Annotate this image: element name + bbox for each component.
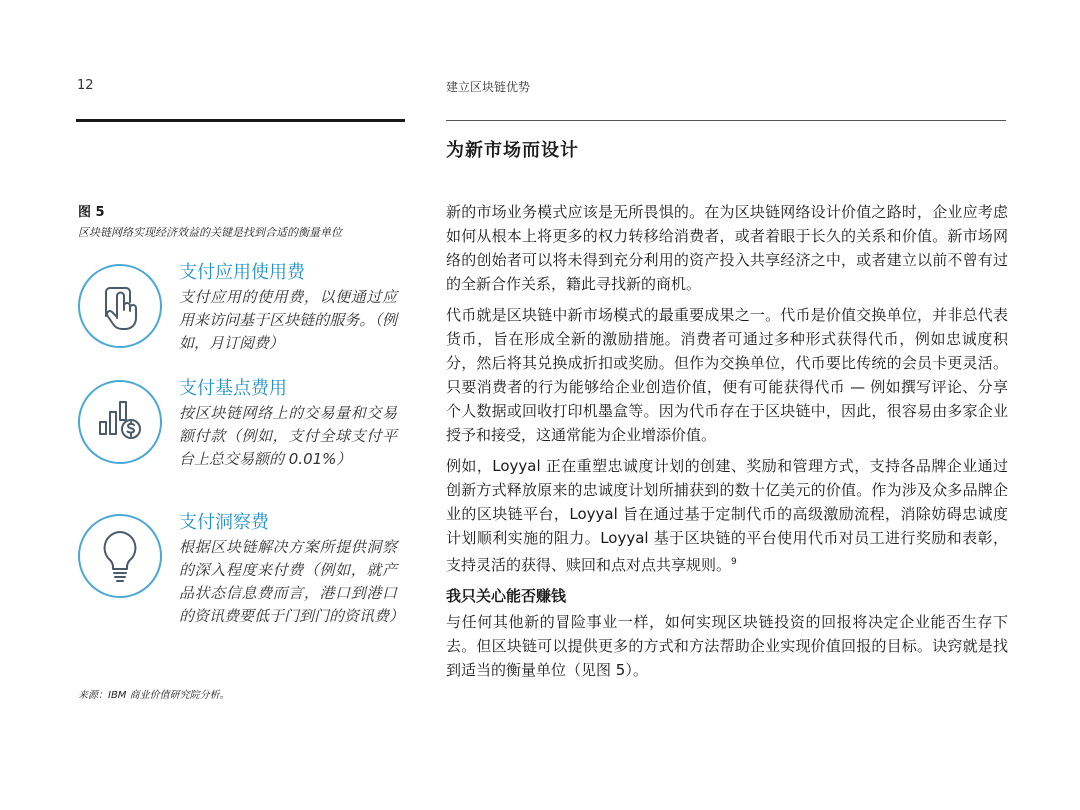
paragraph: 新的市场业务模式应该是无所畏惧的。在为区块链网络设计价值之路时，企业应考虑如何从根本上将更多的权力转移给消费者，或者着眼于长久的关系和价值。新市场网络的创始者可以将未得到充分利用的资产投入共享经济之中，或者建立以前不曾有过的全新合作关系，籍此寻找新的商机。 xyxy=(446,203,1008,293)
lightbulb-icon xyxy=(78,514,162,598)
figure-caption: 区块链网络实现经济效益的关键是找到合适的衡量单位 xyxy=(78,226,342,239)
right-header-rule xyxy=(446,120,1006,121)
item-title: 支付基点费用 xyxy=(179,378,287,399)
item-description: 支付应用的使用费，以便通过应用来访问基于区块链的服务。（例如，月订阅费） xyxy=(179,288,397,352)
page-number: 12 xyxy=(77,78,94,93)
item-title: 支付洞察费 xyxy=(179,512,269,533)
paragraph xyxy=(446,454,1008,577)
running-head: 建立区块链优势 xyxy=(446,80,531,94)
item-description: 按区块链网络上的交易量和交易额付款（例如，支付全球支付平台上总交易额的 0.01%） xyxy=(179,404,397,468)
paragraph-text: 例如，Loyyal 正在重塑忠诚度计划的创建、奖励和管理方式，支持各品牌企业通过创新方式释放原来的忠诚度计划所捕获到的数十亿美元的价值。作为涉及众多品牌企业的区块链平台，Loyyal 旨在通过基于定制代币的高级激励流程，消除妨碍忠诚度计划顺利实施的阻力。Loyyal 基于区块链的平台使用代币对员工进行奖励和表彰，支持灵活的获得、赎回和点对点共享规则。 xyxy=(446,457,1008,574)
item-description: 根据区块链解决方案所提供洞察的深入程度来付费（例如，就产品状态信息费而言，港口到港口的资讯费要低于门到门的资讯费） xyxy=(179,538,405,625)
subheading: 我只关心能否赚钱 xyxy=(446,587,567,605)
footnote-ref: 9 xyxy=(731,557,737,567)
paragraph: 与任何其他新的冒险事业一样，如何实现区块链投资的回报将决定企业能否生存下去。但区块链可以提供更多的方式和方法帮助企业实现价值回报的目标。诀窍就是找到适当的衡量单位（见图 5）。 xyxy=(446,613,1008,679)
body-text xyxy=(446,200,1008,689)
figure-label: 图 5 xyxy=(78,205,105,220)
bar-chart-coin-icon xyxy=(78,380,162,464)
figure-source: 来源：IBM 商业价值研究院分析。 xyxy=(78,690,230,701)
left-header-rule xyxy=(76,119,405,122)
tap-finger-icon xyxy=(78,264,162,348)
section-title: 为新市场而设计 xyxy=(446,140,579,161)
paragraph: 代币就是区块链中新市场模式的最重要成果之一。代币是价值交换单位，并非总代表货币，旨在形成全新的激励措施。消费者可通过多种形式获得代币，例如忠诚度积分，然后将其兑换成折扣或奖励。但作为交换单位，代币要比传统的会员卡更灵活。只要消费者的行为能够给企业创造价值，便有可能获得代币 — 例如撰写评论、分享个人数据或回收打印机墨盒等。因为代币存在于区块链中，因此，很容易由多家企业授予和接受，这通常能为企业增添价值。 xyxy=(446,306,1008,444)
item-title: 支付应用使用费 xyxy=(179,262,305,283)
